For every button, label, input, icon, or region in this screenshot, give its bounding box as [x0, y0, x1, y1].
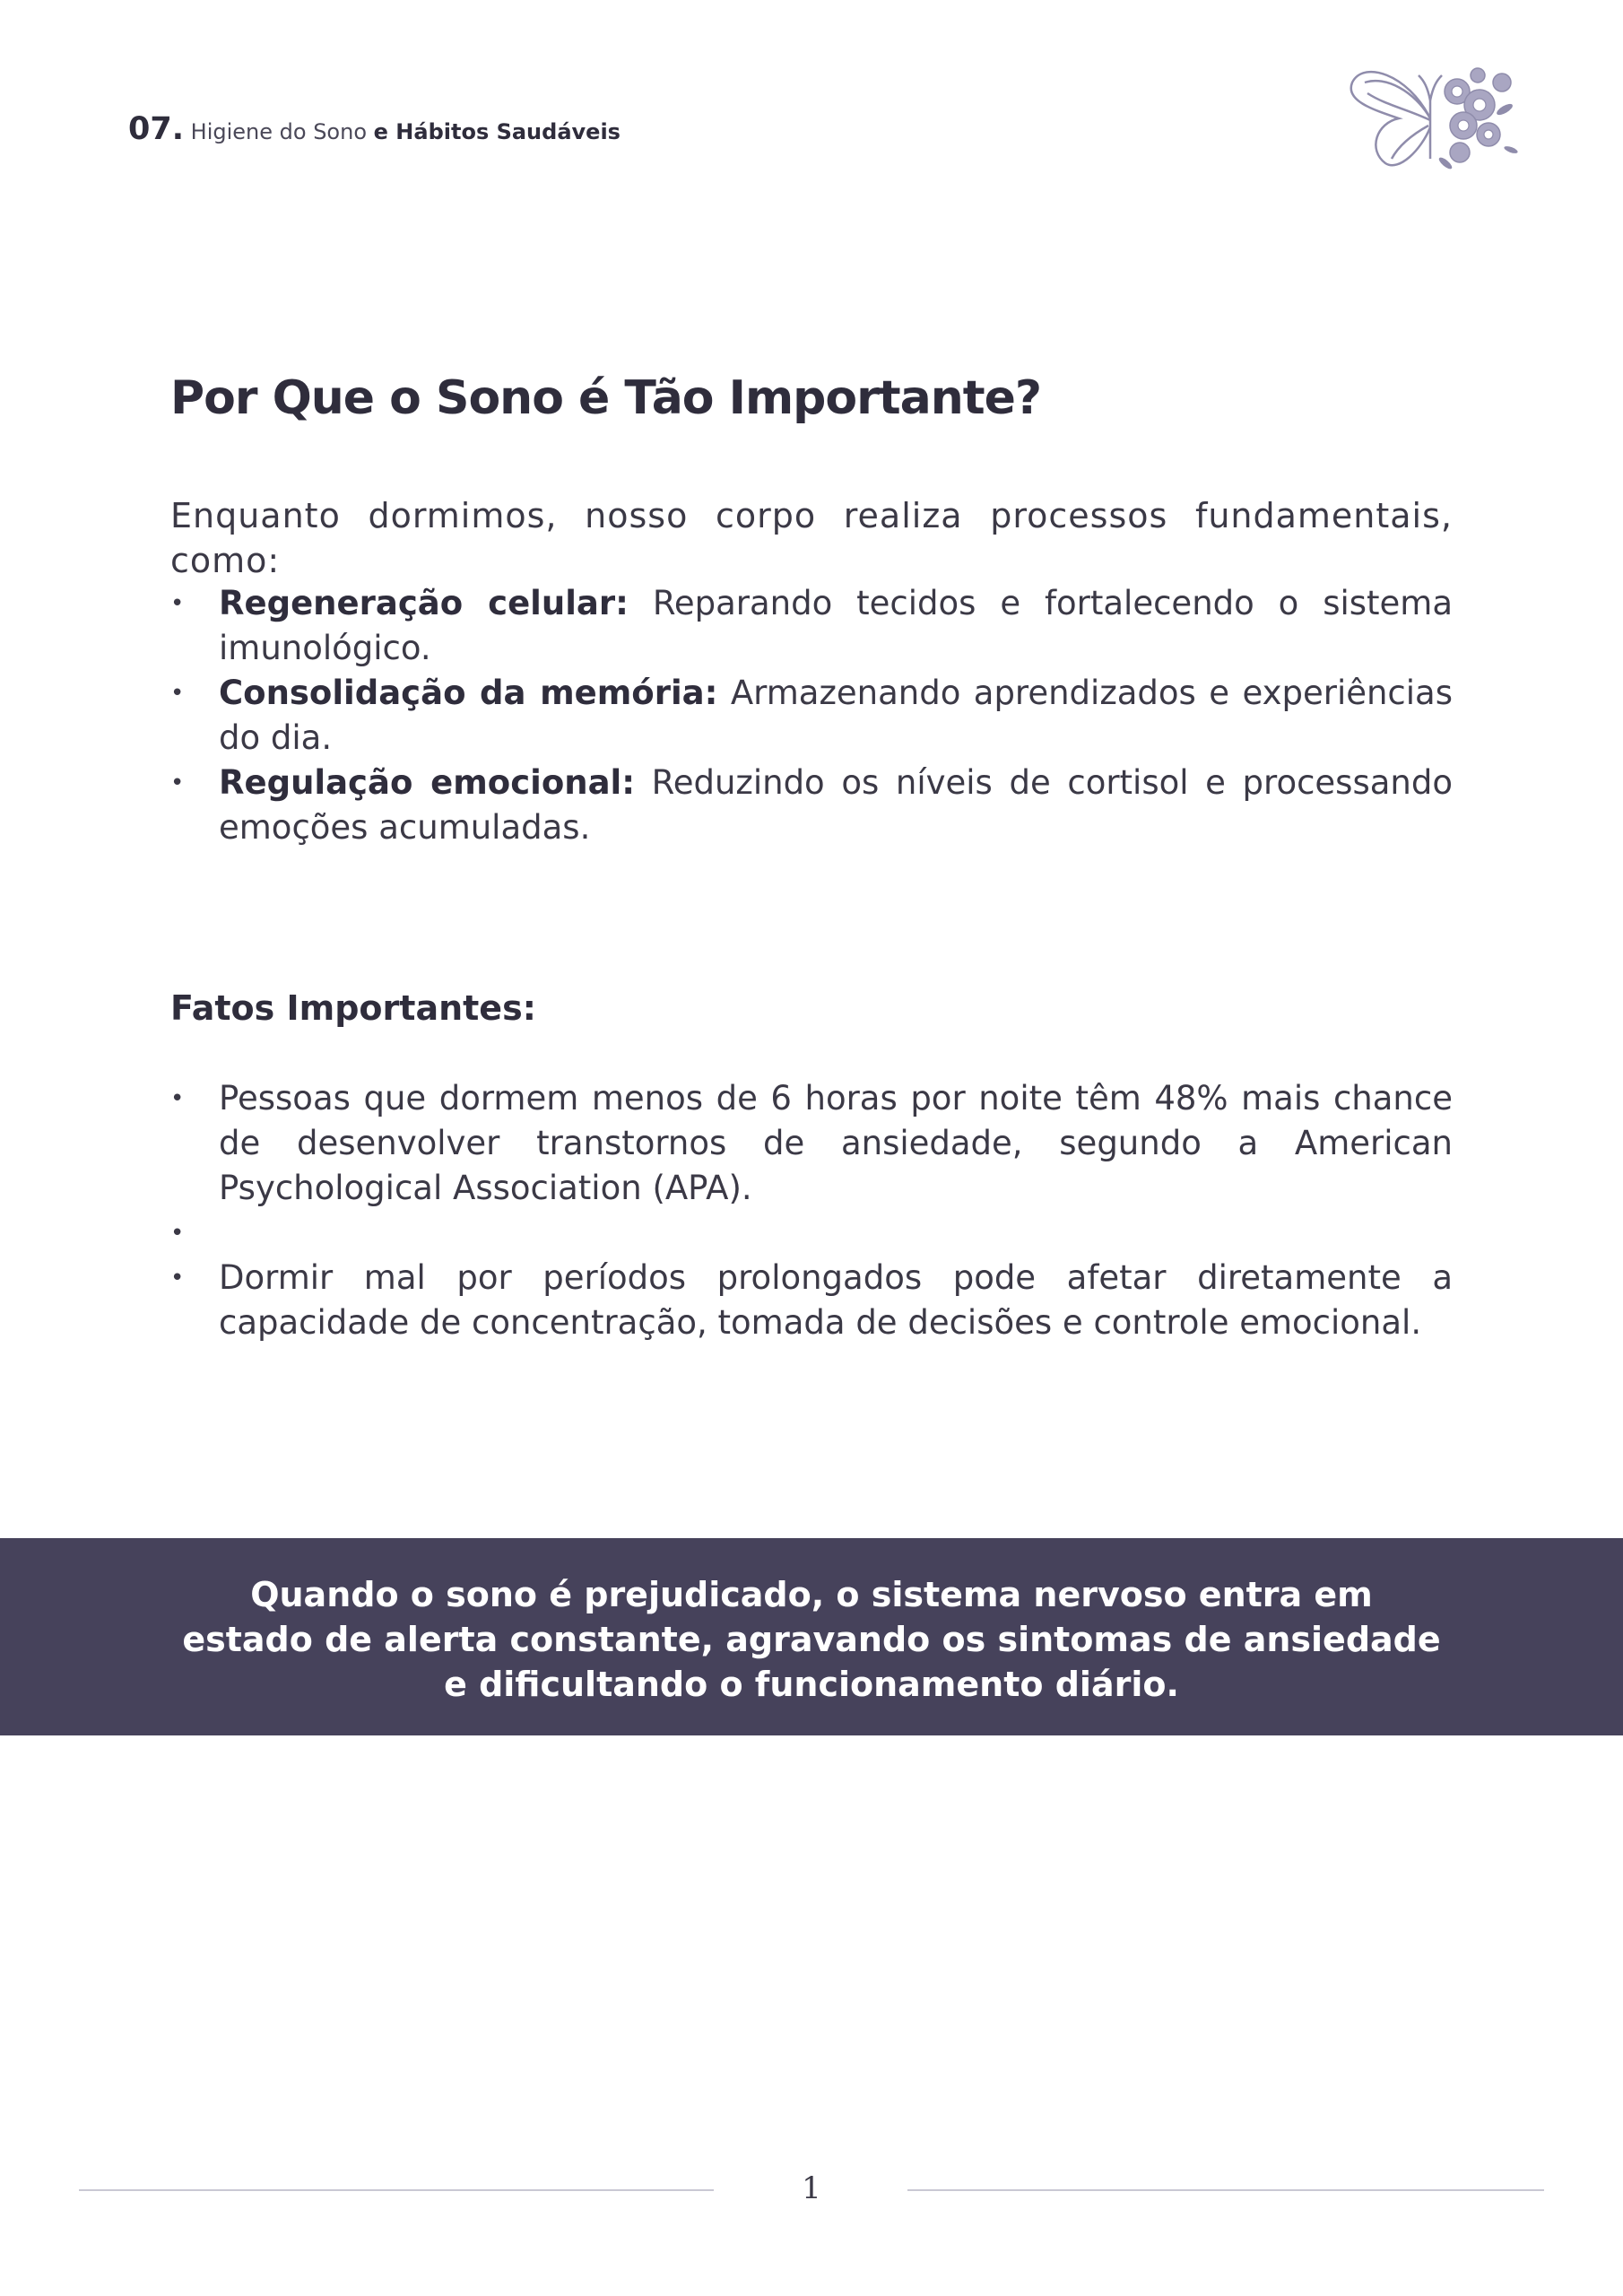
chapter-title-bold: e Hábitos Saudáveis — [373, 119, 621, 144]
bullet-icon: • — [170, 1085, 185, 1112]
callout-text: Quando o sono é prejudicado, o sistema nervoso entra em estado de alerta constante, agravando os sintomas de ansiedade e dificultando o funcionamento diário. — [182, 1575, 1441, 1704]
list-item — [170, 761, 1453, 850]
page-number: 1 — [802, 2170, 821, 2206]
list-item — [170, 1256, 1453, 1345]
chapter-number: 07. — [128, 111, 185, 147]
bullet-icon: • — [170, 680, 185, 707]
item-heading: Regulação emocional: — [219, 763, 636, 802]
bullet-icon: • — [170, 1265, 185, 1292]
bullet-icon: • — [170, 1220, 185, 1247]
list-item — [170, 671, 1453, 761]
butterfly-floral-icon — [1345, 56, 1524, 179]
intro-paragraph: Enquanto dormimos, nosso corpo realiza processos fundamentais, como: — [170, 496, 1453, 580]
item-heading: Regeneração celular: — [219, 584, 629, 622]
bullet-icon: • — [170, 770, 185, 796]
callout-banner — [0, 1538, 1623, 1735]
fact-text: Pessoas que dormem menos de 6 horas por noite têm 48% mais chance de desenvolver transtornos de ansiedade, segundo a American Psychological Association (APA). — [219, 1079, 1453, 1207]
list-item — [170, 1211, 1453, 1256]
bullet-icon: • — [170, 590, 185, 617]
item-text: Armazenando aprendizados e experiências do dia. — [219, 674, 1454, 757]
process-list — [170, 581, 1453, 850]
list-item — [170, 1076, 1453, 1211]
facts-heading: Fatos Importantes: — [170, 988, 536, 1028]
item-text: Reparando tecidos e fortalecendo o sistema imunológico. — [219, 584, 1454, 667]
item-heading: Consolidação da memória: — [219, 674, 718, 712]
item-text: Reduzindo os níveis de cortisol e processando emoções acumuladas. — [219, 763, 1453, 847]
page-title: Por Que o Sono é Tão Importante? — [170, 371, 1042, 425]
facts-list — [170, 1076, 1453, 1345]
footer-divider-right — [907, 2189, 1544, 2191]
chapter-title-regular: Higiene do Sono — [190, 119, 368, 144]
fact-text: Dormir mal por períodos prolongados pode afetar diretamente a capacidade de concentração, tomada de decisões e controle emocional. — [219, 1258, 1453, 1342]
footer-divider-left — [79, 2189, 714, 2191]
page-header — [128, 111, 621, 147]
list-item — [170, 581, 1453, 671]
